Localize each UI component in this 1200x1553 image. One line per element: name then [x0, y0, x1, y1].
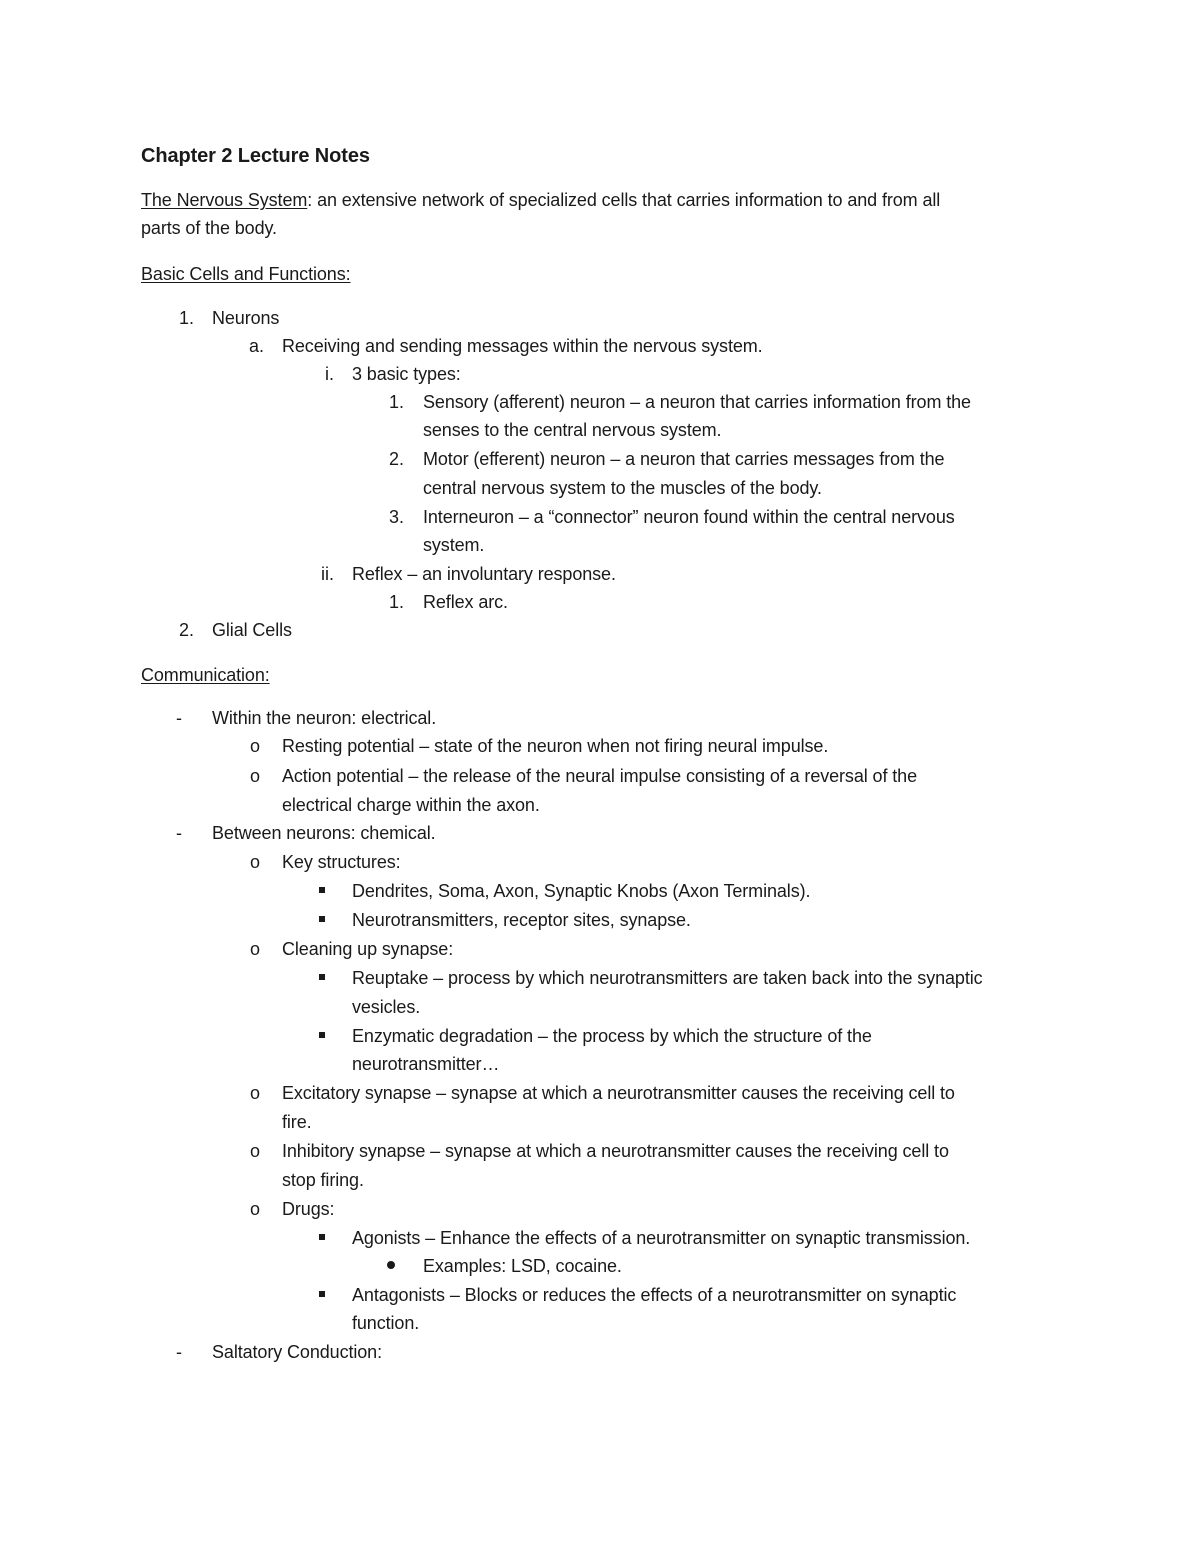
list-item-sensory: Sensory (afferent) neuron – a neuron that carries information from the [423, 392, 971, 412]
list-marker: ii. [321, 564, 334, 584]
round-bullet [387, 1261, 395, 1269]
square-bullet [319, 1032, 325, 1038]
list-item-between-neurons: Between neurons: chemical. [212, 823, 436, 843]
list-marker: a. [248, 336, 264, 356]
circle-bullet: o [249, 766, 260, 786]
list-item-antagonists-cont: function. [352, 1313, 420, 1333]
list-item-dendrites: Dendrites, Soma, Axon, Synaptic Knobs (Axon Terminals). [352, 881, 811, 901]
section-heading-basic-cells: Basic Cells and Functions: [141, 264, 351, 284]
dash-bullet: - [176, 1342, 182, 1362]
list-item-resting-potential: Resting potential – state of the neuron when not firing neural impulse. [282, 736, 829, 756]
square-bullet [319, 916, 325, 922]
list-item-excitatory-synapse-cont: fire. [282, 1112, 312, 1132]
list-item-action-potential-cont: electrical charge within the axon. [282, 795, 540, 815]
list-item-interneuron-cont: system. [423, 535, 485, 555]
definition-text: an extensive network of specialized cells that carries information to and from all [312, 190, 941, 210]
list-item-antagonists: Antagonists – Blocks or reduces the effects of a neurotransmitter on synaptic [352, 1285, 957, 1305]
list-marker: 1. [388, 592, 404, 612]
list-item-action-potential: Action potential – the release of the neural impulse consisting of a reversal of the [282, 766, 917, 786]
circle-bullet: o [249, 1083, 260, 1103]
list-item-cleaning-synapse: Cleaning up synapse: [282, 939, 454, 959]
list-marker: 2. [388, 449, 404, 469]
circle-bullet: o [249, 1199, 260, 1219]
list-marker: 1. [178, 308, 194, 328]
list-item-glial-cells: Glial Cells [212, 620, 292, 640]
definition-line-1 [141, 188, 940, 212]
list-item-neurotransmitters: Neurotransmitters, receptor sites, synapse. [352, 910, 691, 930]
list-item-motor: Motor (efferent) neuron – a neuron that carries messages from the [423, 449, 945, 469]
list-item-receiving: Receiving and sending messages within the nervous system. [282, 336, 763, 356]
list-item-reflex-arc: Reflex arc. [423, 592, 508, 612]
page-title: Chapter 2 Lecture Notes [141, 145, 370, 167]
list-item-basic-types: 3 basic types: [352, 364, 461, 384]
list-item-neurons: Neurons [212, 308, 280, 328]
circle-bullet: o [249, 939, 260, 959]
list-item-reuptake: Reuptake – process by which neurotransmitters are taken back into the synaptic [352, 968, 983, 988]
list-item-reuptake-cont: vesicles. [352, 997, 421, 1017]
list-item-enzymatic-degradation: Enzymatic degradation – the process by which the structure of the [352, 1026, 872, 1046]
square-bullet [319, 974, 325, 980]
list-item-sensory-cont: senses to the central nervous system. [423, 420, 722, 440]
list-item-examples: Examples: LSD, cocaine. [423, 1256, 622, 1276]
list-item-enzymatic-degradation-cont: neurotransmitter… [352, 1054, 500, 1074]
dash-bullet: - [176, 823, 182, 843]
list-item-motor-cont: central nervous system to the muscles of the body. [423, 478, 822, 498]
list-marker: 2. [178, 620, 194, 640]
list-item-inhibitory-synapse-cont: stop firing. [282, 1170, 364, 1190]
definition-line-2: parts of the body. [141, 218, 277, 238]
circle-bullet: o [249, 736, 260, 756]
list-item-reflex: Reflex – an involuntary response. [352, 564, 616, 584]
definition-colon: : [307, 190, 313, 210]
square-bullet [319, 1291, 325, 1297]
list-item-agonists: Agonists – Enhance the effects of a neurotransmitter on synaptic transmission. [352, 1228, 971, 1248]
definition-term: The Nervous System [141, 190, 308, 210]
list-marker: 1. [388, 392, 404, 412]
square-bullet [319, 1234, 325, 1240]
list-item-excitatory-synapse: Excitatory synapse – synapse at which a neurotransmitter causes the receiving cell to [282, 1083, 955, 1103]
square-bullet [319, 887, 325, 893]
dash-bullet: - [176, 708, 182, 728]
list-item-within-neuron: Within the neuron: electrical. [212, 708, 437, 728]
list-item-inhibitory-synapse: Inhibitory synapse – synapse at which a neurotransmitter causes the receiving cell to [282, 1141, 949, 1161]
list-marker: i. [325, 364, 334, 384]
list-item-saltatory-conduction: Saltatory Conduction: [212, 1342, 382, 1362]
list-item-drugs: Drugs: [282, 1199, 335, 1219]
circle-bullet: o [249, 1141, 260, 1161]
section-heading-communication: Communication: [141, 665, 270, 685]
list-item-key-structures: Key structures: [282, 852, 401, 872]
list-item-interneuron: Interneuron – a “connector” neuron found within the central nervous [423, 507, 955, 527]
circle-bullet: o [249, 852, 260, 872]
list-marker: 3. [388, 507, 404, 527]
